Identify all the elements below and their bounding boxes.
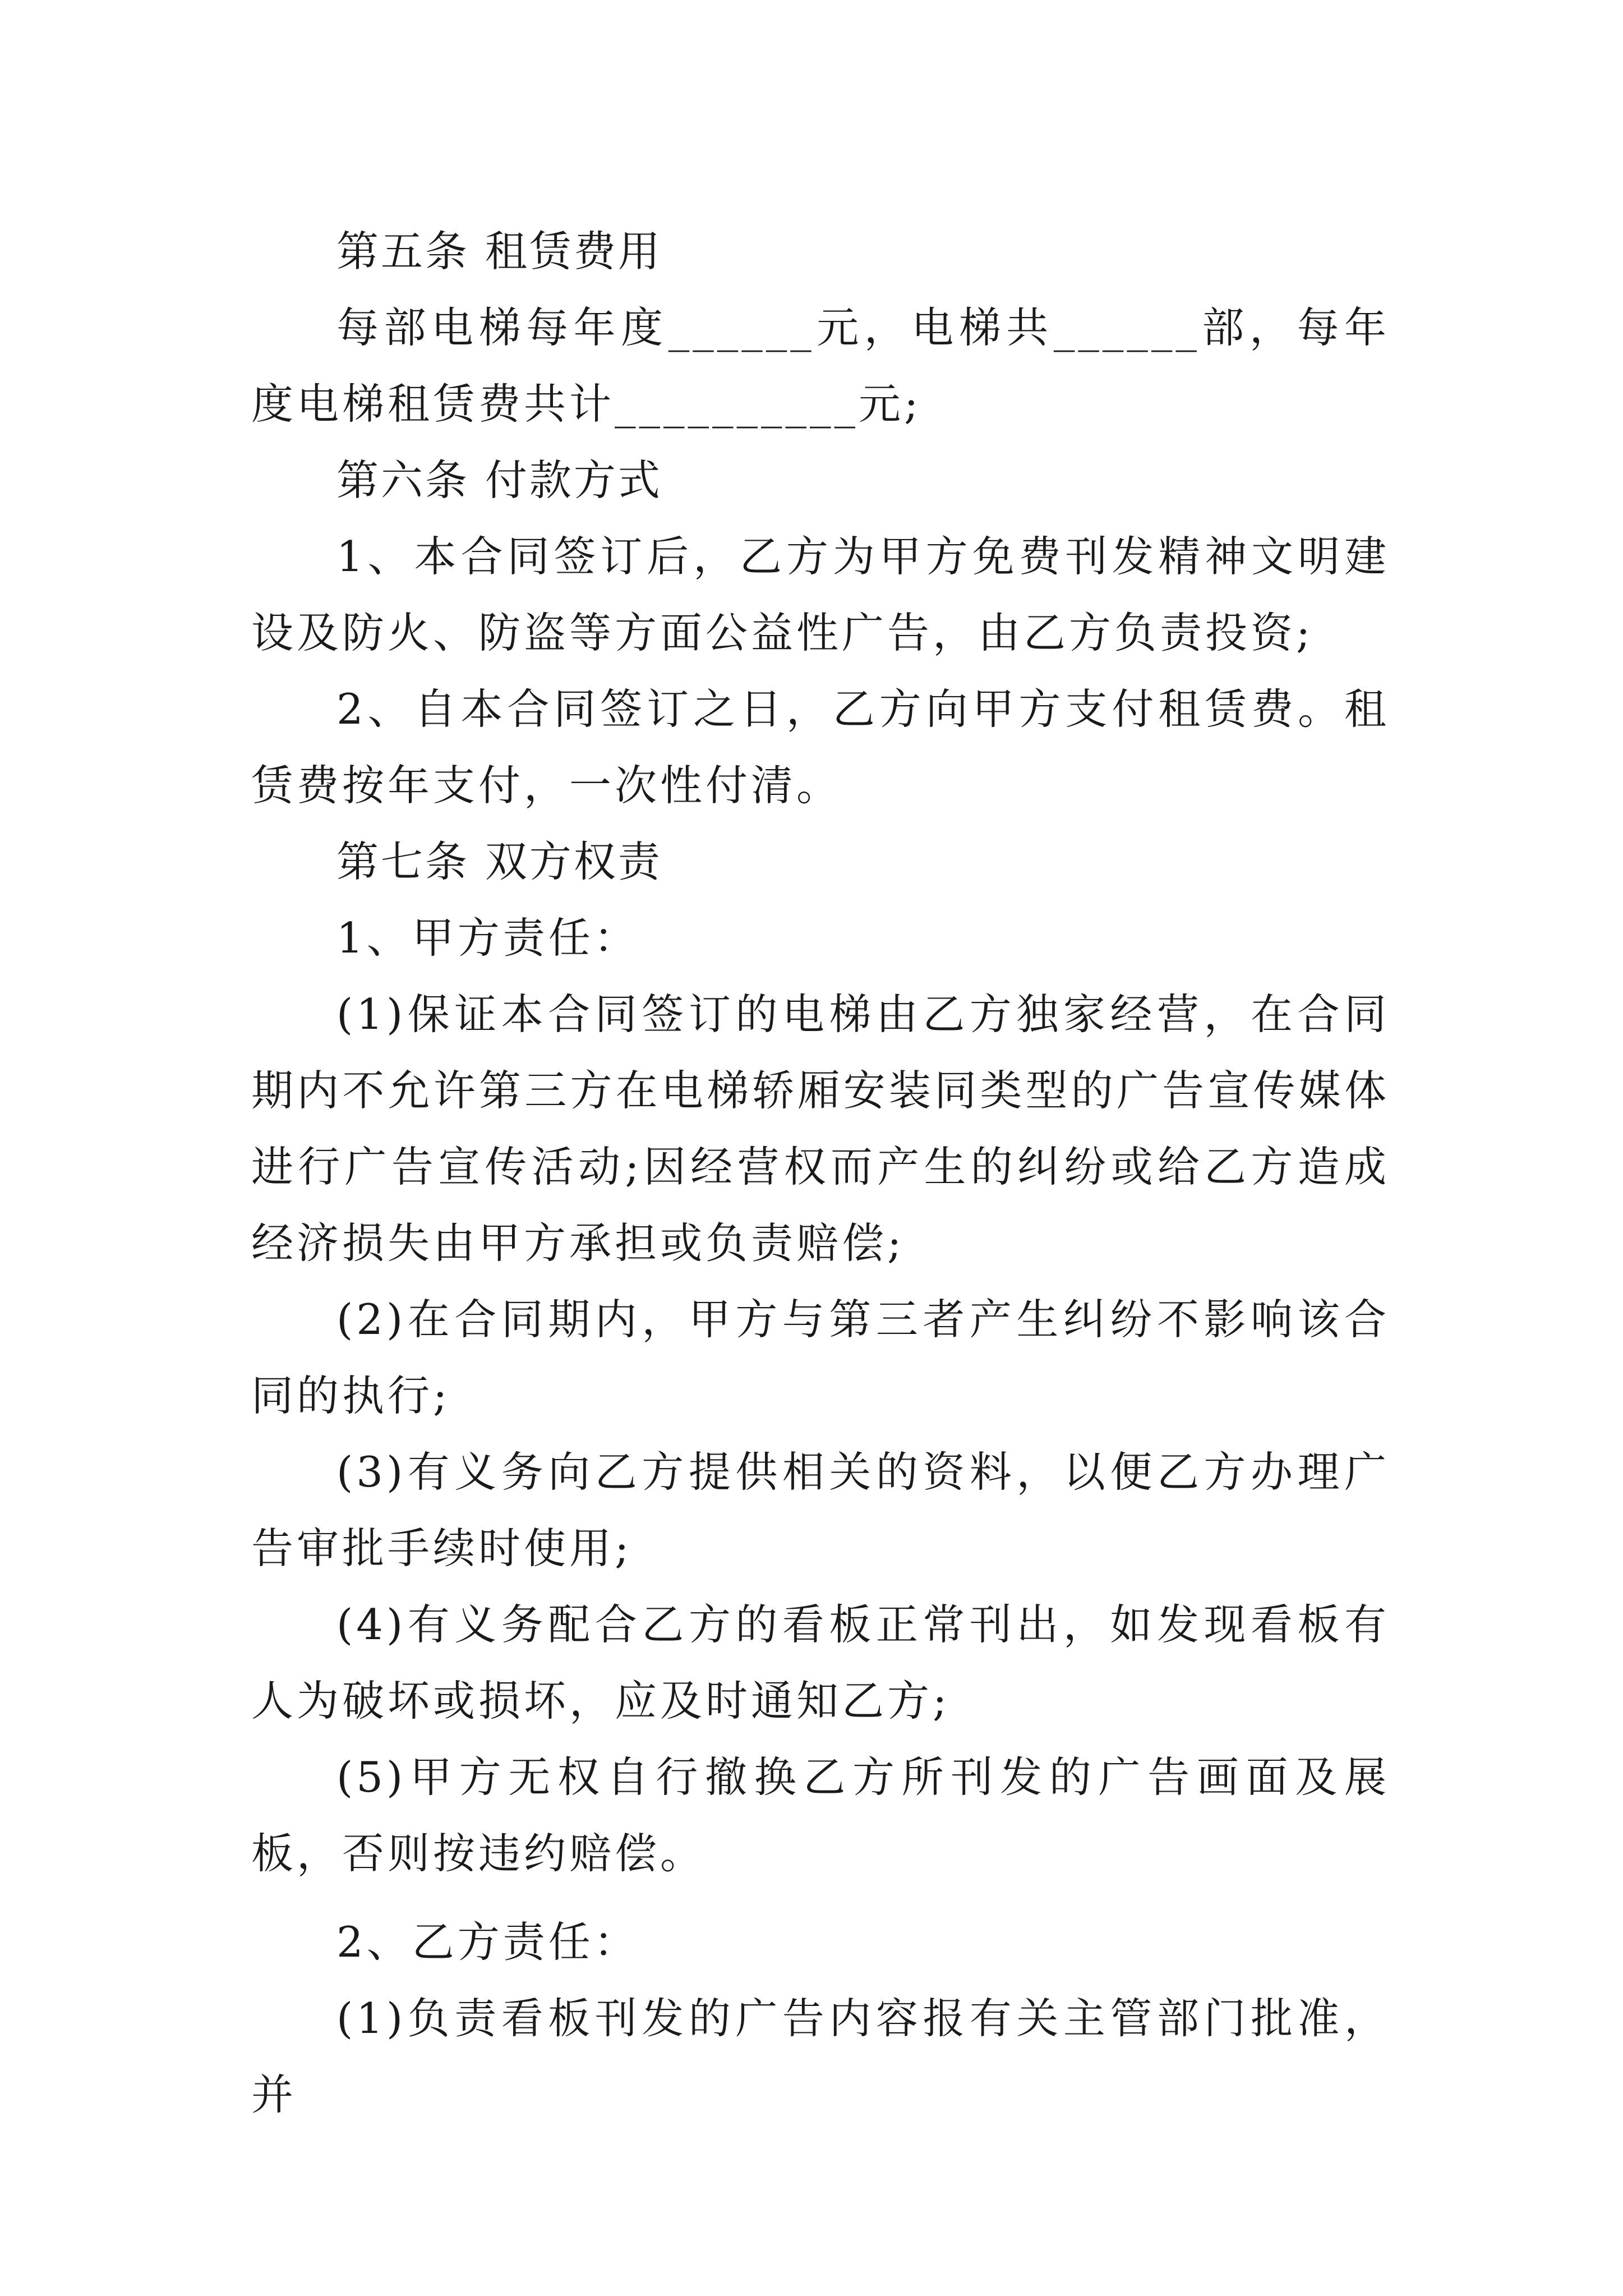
payment-clause-2: 2、自本合同签订之日，乙方向甲方支付租赁费。租赁费按年支付，一次性付清。 xyxy=(251,684,1390,810)
document-page xyxy=(251,213,1390,2133)
party-b-responsibilities-heading: 2、乙方责任： xyxy=(336,1917,639,1967)
article-5-heading: 第五条 租赁费用 xyxy=(336,227,662,276)
party-a-clause-3: (3)有义务向乙方提供相关的资料，以便乙方办理广告审批手续时使用; xyxy=(251,1447,1390,1573)
article-7-heading: 第七条 双方权责 xyxy=(336,837,662,886)
party-a-clause-2: (2)在合同期内，甲方与第三者产生纠纷不影响该合同的执行; xyxy=(251,1295,1390,1420)
rental-fee-clause: 每部电梯每年度______元，电梯共______部，每年度电梯租赁费共计__________元; xyxy=(251,303,1390,429)
party-a-clause-4: (4)有义务配合乙方的看板正常刊出，如发现看板有人为破坏或损坏，应及时通知乙方; xyxy=(251,1600,1390,1726)
party-a-clause-1: (1)保证本合同签订的电梯由乙方独家经营，在合同期内不允许第三方在电梯轿厢安装同类型的广告宣传媒体进行广告宣传活动;因经营权而产生的纠纷或给乙方造成经济损失由甲方承担或负责赔偿; xyxy=(251,990,1390,1268)
party-b-clause-1: (1)负责看板刊发的广告内容报有关主管部门批准，并 xyxy=(251,1994,1390,2119)
party-a-responsibilities-heading: 1、甲方责任： xyxy=(336,913,639,963)
payment-clause-1: 1、本合同签订后，乙方为甲方免费刊发精神文明建设及防火、防盗等方面公益性广告，由乙方负责投资; xyxy=(251,532,1390,657)
article-6-heading: 第六条 付款方式 xyxy=(336,455,662,505)
party-a-clause-5: (5)甲方无权自行撤换乙方所刊发的广告画面及展板，否则按违约赔偿。 xyxy=(251,1752,1390,1878)
